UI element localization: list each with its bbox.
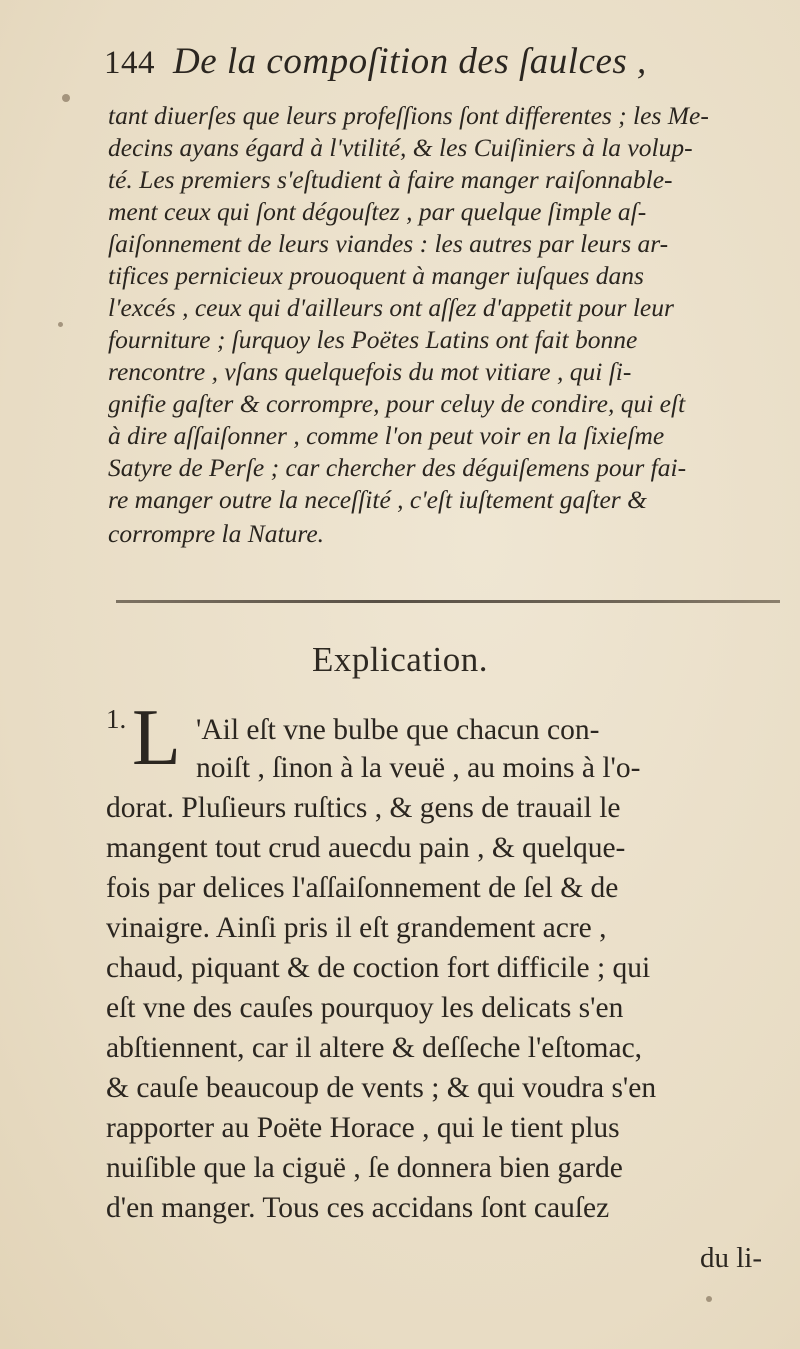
ink-speck xyxy=(58,322,63,327)
paragraph-line: abſtiennent, car il altere & deſſeche l'eſtomac, xyxy=(106,1032,643,1064)
paragraph-line: Satyre de Perſe ; car chercher des déguiſemens pour fai- xyxy=(108,453,687,482)
page-number: 144 xyxy=(104,45,155,81)
paragraph-line: fois par delices l'aſſaiſonnement de ſel & de xyxy=(106,872,619,904)
paragraph-line: fourniture ; ſurquoy les Poëtes Latins ont fait bonne xyxy=(108,325,638,354)
paragraph-line: à dire aſſaiſonner , comme l'on peut voir en la ſixieſme xyxy=(108,421,665,450)
ink-speck xyxy=(706,1296,712,1302)
drop-cap: L xyxy=(132,694,181,782)
paragraph-line: ment ceux qui ſont dégouſtez , par quelque ſimple aſ- xyxy=(108,197,647,226)
paragraph-line: d'en manger. Tous ces accidans ſont cauſez xyxy=(106,1192,610,1224)
paragraph-line: nuiſible que la ciguë , ſe donnera bien garde xyxy=(106,1152,623,1184)
running-title: De la compoſition des ſaulces , xyxy=(173,41,647,82)
paragraph-line: mangent tout crud auecdu pain , & quelque- xyxy=(106,832,626,864)
ink-speck xyxy=(62,94,70,102)
section-heading: Explication. xyxy=(311,640,489,679)
paragraph-line: tifices pernicieux prouoquent à manger iuſques dans xyxy=(108,261,644,290)
paragraph-line: 'Ail eſt vne bulbe que chacun con- xyxy=(196,714,600,746)
paragraph-line: corrompre la Nature. xyxy=(108,519,325,548)
paragraph-line: vinaigre. Ainſi pris il eſt grandement acre , xyxy=(106,912,607,944)
paragraph-line: rencontre , vſans quelquefois du mot vitiare , qui ſi- xyxy=(108,357,632,386)
paragraph-line: l'excés , ceux qui d'ailleurs ont aſſez d'appetit pour leur xyxy=(108,293,674,322)
paragraph-line: & cauſe beaucoup de vents ; & qui voudra s'en xyxy=(106,1072,657,1104)
paragraph-line: dorat. Pluſieurs ruſtics , & gens de trauail le xyxy=(106,792,621,824)
paragraph-line: gnifie gaſter & corrompre, pour celuy de condire, qui eſt xyxy=(108,389,686,418)
paragraph-line: noiſt , ſinon à la veuë , au moins à l'o- xyxy=(196,752,641,784)
item-number: 1. xyxy=(106,704,127,734)
paragraph-line: re manger outre la neceſſité , c'eſt iuſtement gaſter & xyxy=(108,485,647,514)
paragraph-line: té. Les premiers s'eſtudient à faire manger raiſonnable- xyxy=(108,165,673,194)
paragraph-line: ſaiſonnement de leurs viandes : les autres par leurs ar- xyxy=(108,229,669,258)
paragraph-line: decins ayans égard à l'vtilité, & les Cuiſiniers à la volup- xyxy=(108,133,693,162)
page-header xyxy=(104,40,744,96)
catchword: du li- xyxy=(700,1242,763,1274)
paragraph-line: rapporter au Poëte Horace , qui le tient plus xyxy=(106,1112,620,1144)
paragraph-line: tant diuerſes que leurs profeſſions ſont differentes ; les Me- xyxy=(108,101,709,130)
section-divider xyxy=(116,600,780,603)
paragraph-line: eſt vne des cauſes pourquoy les delicats s'en xyxy=(106,992,624,1024)
paragraph-line: chaud, piquant & de coction fort difficile ; qui xyxy=(106,952,651,984)
